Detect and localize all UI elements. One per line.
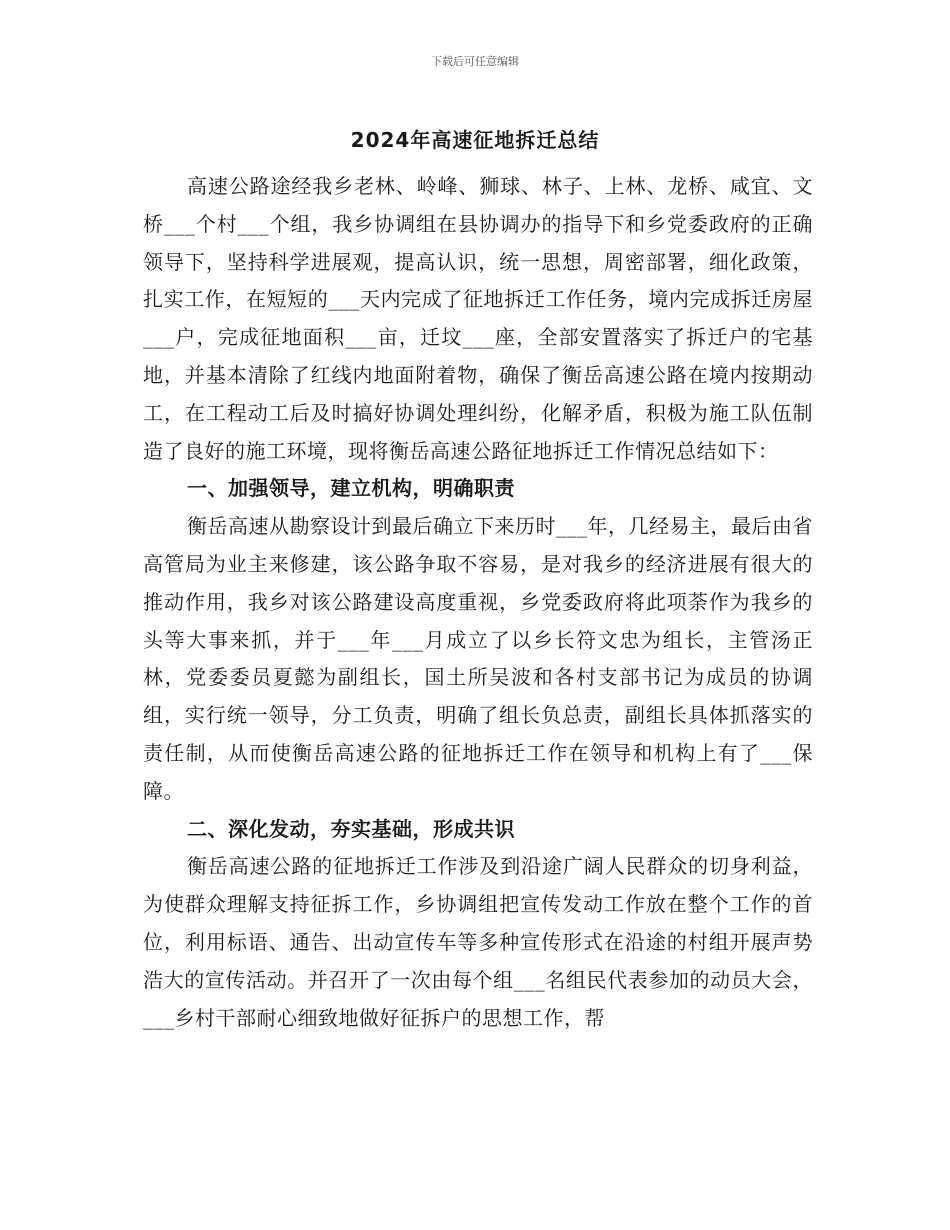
document-title: 2024年高速征地拆迁总结 <box>350 128 600 152</box>
section-heading-1: 一、加强领导，建立机构，明确职责 <box>187 476 515 501</box>
header-note: 下载后可任意编辑 <box>431 55 519 68</box>
section-2-paragraph: 衡岳高速公路的征地拆迁工作涉及到沿途广阔人民群众的切身利益，为使群众理解支持征拆工作，乡协调组把宣传发动工作放在整个工作的首位，利用标语、通告、出动宣传车等多种宣传形式在沿途的村组开展声势浩大的宣传活动。并召开了一次由每个组___名组民代表参加的动员大会，___乡村干部耐心细致地做好征拆户的思想工作，帮 <box>143 854 813 1030</box>
section-1-paragraph: 衡岳高速从勘察设计到最后确立下来历时___年，几经易主，最后由省高管局为业主来修建，该公路争取不容易，是对我乡的经济进展有很大的推动作用，我乡对该公路建设高度重视，乡党委政府将此项荼作为我乡的头等大事来抓，并于___年___月成立了以乡长符文忠为组长，主管汤正林，党委委员夏懿为副组长，国土所吴波和各村支部书记为成员的协调组，实行统一领导，分工负责，明确了组长负总责，副组长具体抓落实的责任制，从而使衡岳高速公路的征地拆迁工作在领导和机构上有了___保障。 <box>143 514 813 803</box>
intro-paragraph: 高速公路途经我乡老林、岭峰、狮球、林子、上林、龙桥、咸宜、文桥___个村___个组，我乡协调组在县协调办的指导下和乡党委政府的正确领导下，坚持科学进展观，提高认识，统一思想，周密部署，细化政策，扎实工作，在短短的___天内完成了征地拆迁工作任务，境内完成拆迁房屋___户，完成征地面积___亩，迁坟___座，全部安置落实了拆迁户的宅基地，并基本清除了红线内地面附着物，确保了衡岳高速公路在境内按期动工，在工程动工后及时搞好协调处理纠纷，化解矛盾，积极为施工队伍制造了良好的施工环境，现将衡岳高速公路征地拆迁工作情况总结如下： <box>143 174 813 463</box>
document-body <box>143 168 813 1037</box>
section-heading-2: 二、深化发动，夯实基础，形成共识 <box>187 816 515 841</box>
